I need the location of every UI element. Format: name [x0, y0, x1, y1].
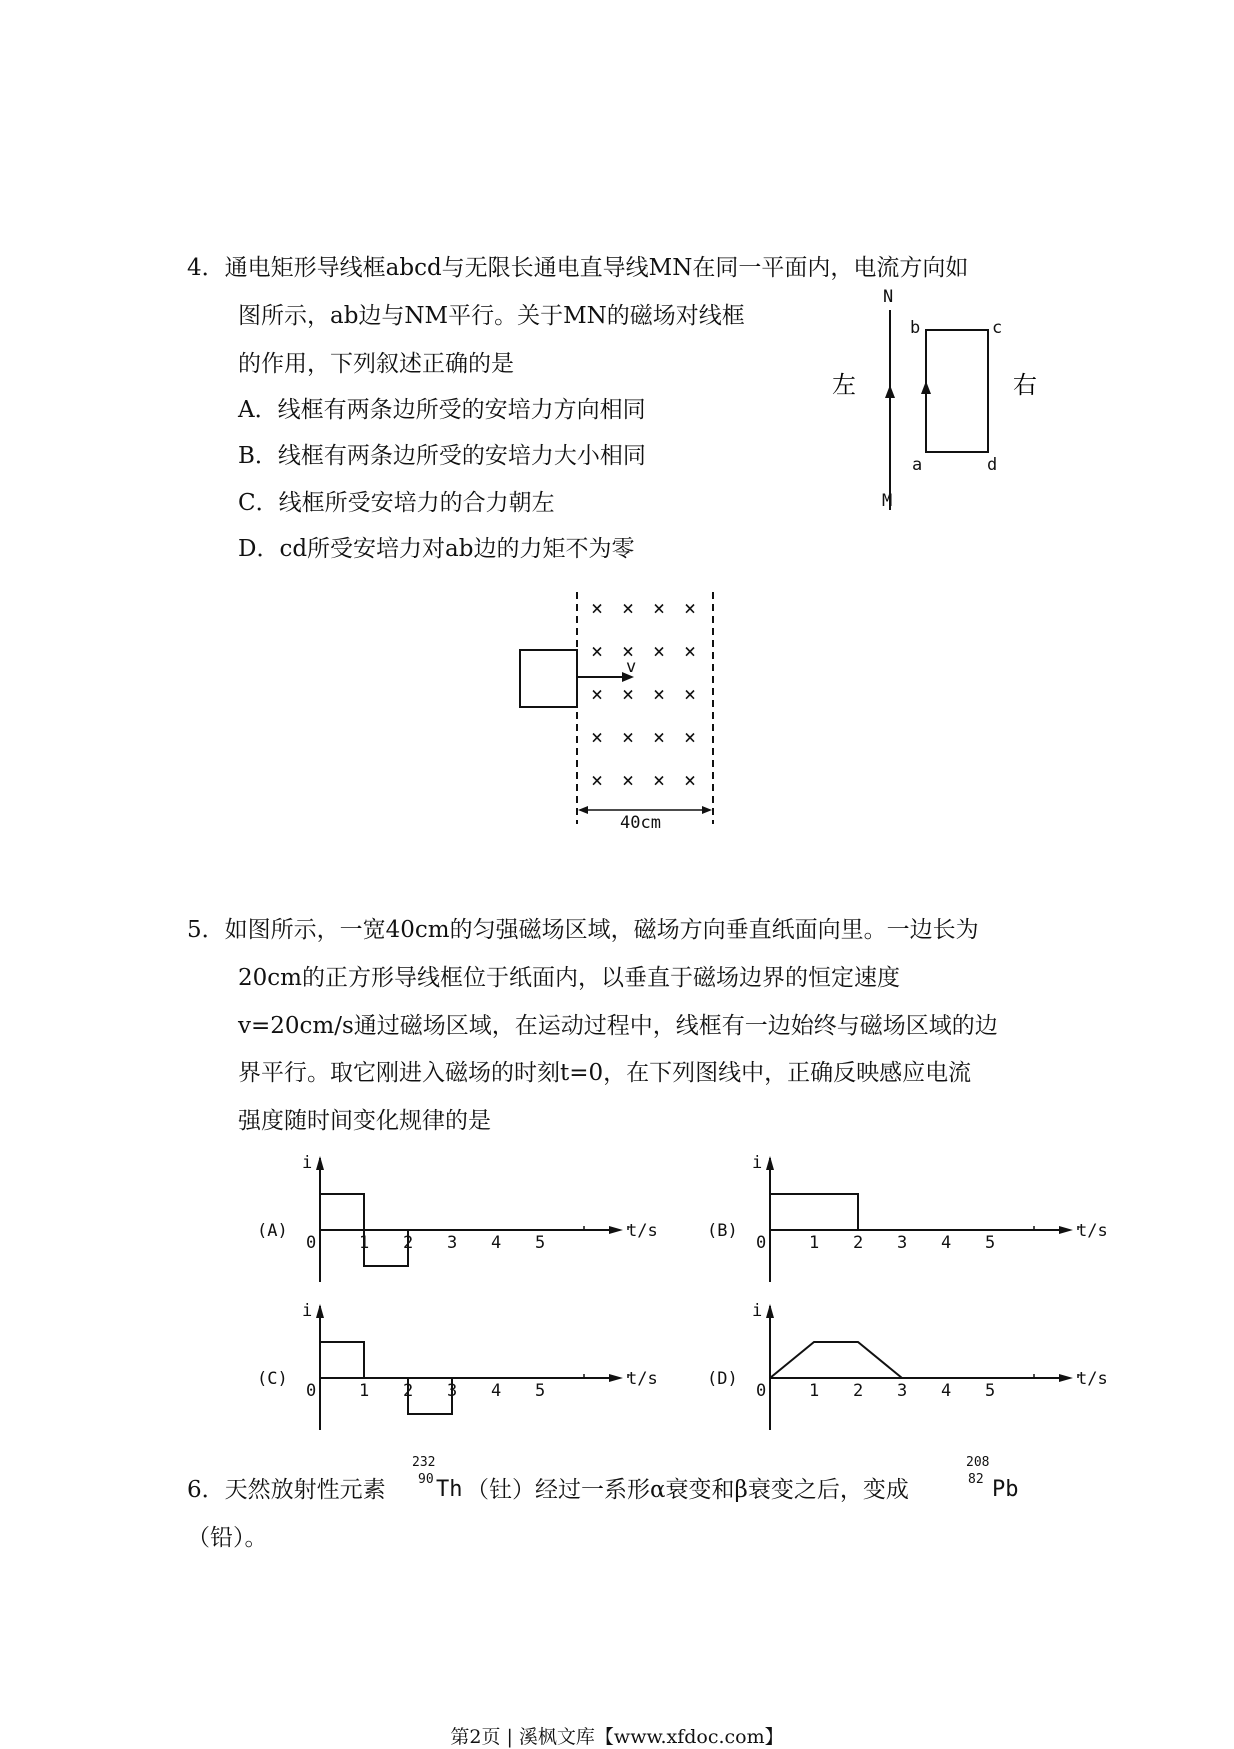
graph-d-tick-label-1: 1 [809, 1381, 820, 1401]
field-mark-r5-c3: × [653, 768, 666, 792]
graph-a-option-label: (A) [257, 1221, 288, 1241]
q5-stem-line5: 强度随时间变化规律的是 [238, 1108, 491, 1134]
pb-symbol: Pb [992, 1477, 1019, 1502]
graph-b-tick-label-4: 4 [941, 1233, 952, 1253]
q4-stem-line1: 4．通电矩形导线框abcd与无限长通电直导线MN在同一平面内，电流方向如 [187, 255, 969, 281]
field-mark-r4-c3: × [653, 725, 666, 749]
graph-c-x-label: t/s [627, 1369, 658, 1389]
th-atomic-number: 90 [418, 1472, 434, 1487]
q4-option-b: B．线框有两条边所受的安培力大小相同 [238, 443, 646, 469]
q6-middle: （钍）经过一系形α衰变和β衰变之后，变成 [466, 1477, 909, 1503]
field-mark-r4-c1: × [591, 725, 604, 749]
field-marks [591, 596, 696, 792]
graph-d-x-label: t/s [1077, 1369, 1108, 1389]
square-frame [520, 650, 577, 707]
field-mark-r5-c4: × [684, 768, 697, 792]
graph-b-current-line [770, 1194, 858, 1230]
graph-b-tick-label-3: 3 [897, 1233, 908, 1253]
page-footer: 第2页 | 溪枫文库【www.xfdoc.com】 [450, 1726, 784, 1748]
graph-d-tick-label-0: 0 [756, 1381, 767, 1401]
graph-d-y-arrowhead [766, 1304, 774, 1318]
label-left: 左 [832, 371, 856, 399]
graph-c-y-arrowhead [316, 1304, 324, 1318]
q4-wire-frame-diagram [820, 280, 1140, 520]
wire-current-arrow [885, 385, 895, 398]
width-arrowhead-left [578, 806, 588, 814]
graph-a-tick-label-3: 3 [447, 1233, 458, 1253]
graph-a-tick-label-4: 4 [491, 1233, 502, 1253]
field-mark-r2-c3: × [653, 639, 666, 663]
q5-stem-line4: 界平行。取它刚进入磁场的时刻t=0，在下列图线中，正确反映感应电流 [238, 1060, 972, 1086]
label-right: 右 [1013, 371, 1037, 399]
th-mass-number: 232 [412, 1455, 436, 1470]
label-c: c [992, 318, 1003, 338]
label-d: d [987, 455, 998, 475]
field-mark-r3-c1: × [591, 682, 604, 706]
field-mark-r1-c2: × [622, 596, 635, 620]
field-mark-r2-c4: × [684, 639, 697, 663]
th-symbol: Th [436, 1477, 463, 1502]
label-b: b [910, 318, 921, 338]
graph-a-tick-label-2: 2 [403, 1233, 414, 1253]
q5-stem-line2: 20cm的正方形导线框位于纸面内，以垂直于磁场边界的恒定速度 [238, 965, 900, 991]
graph-d-current-line [770, 1342, 902, 1378]
graph-d-tick-label-4: 4 [941, 1381, 952, 1401]
graph-c-tick-label-1: 1 [359, 1381, 370, 1401]
field-mark-r4-c2: × [622, 725, 635, 749]
graph-a-y-arrowhead [316, 1156, 324, 1170]
graph-d-y-label: i [752, 1301, 763, 1321]
width-label: 40cm [620, 813, 661, 828]
graph-b [705, 1150, 1125, 1290]
field-mark-r3-c3: × [653, 682, 666, 706]
q4-stem-line2: 图所示，ab边与NM平行。关于MN的磁场对线框 [238, 303, 745, 329]
pb-mass-number: 208 [966, 1455, 990, 1470]
q5-stem-line1: 5．如图所示，一宽40cm的匀强磁场区域，磁场方向垂直纸面向里。一边长为 [187, 917, 979, 943]
graph-a-x-label: t/s [627, 1221, 658, 1241]
graph-c-tick-label-3: 3 [447, 1381, 458, 1401]
q5-field-diagram [510, 588, 730, 828]
graph-b-option-label: (B) [707, 1221, 738, 1241]
graph-c-tick-label-4: 4 [491, 1381, 502, 1401]
q4-stem-line3: 的作用，下列叙述正确的是 [238, 351, 514, 377]
field-mark-r1-c3: × [653, 596, 666, 620]
field-mark-r2-c2: × [622, 639, 635, 663]
graph-a-tick-label-0: 0 [306, 1233, 317, 1253]
graph-d-option-label: (D) [707, 1369, 738, 1389]
graph-c-y-label: i [302, 1301, 313, 1321]
field-mark-r3-c4: × [684, 682, 697, 706]
velocity-label: v [626, 657, 637, 677]
field-mark-r1-c1: × [591, 596, 604, 620]
thorium-nuclide [410, 1455, 463, 1508]
field-mark-r4-c4: × [684, 725, 697, 749]
field-mark-r5-c1: × [591, 768, 604, 792]
graph-b-x-arrowhead [1059, 1226, 1073, 1234]
field-mark-r1-c4: × [684, 596, 697, 620]
graph-c-option-label: (C) [257, 1369, 288, 1389]
q4-option-c: C．线框所受安培力的合力朝左 [238, 490, 555, 516]
q5-stem-line3: v=20cm/s通过磁场区域，在运动过程中，线框有一边始终与磁场区域的边 [238, 1013, 998, 1039]
label-m: M [882, 491, 893, 511]
graph-b-x-label: t/s [1077, 1221, 1108, 1241]
graph-d-x-arrowhead [1059, 1374, 1073, 1382]
label-n: N [883, 287, 894, 307]
q4-option-d: D．cd所受安培力对ab边的力矩不为零 [238, 536, 635, 562]
graph-c-tick-label-0: 0 [306, 1381, 317, 1401]
frame-current-arrow [921, 381, 931, 394]
lead-nuclide [966, 1456, 1026, 1508]
graph-c-x-arrowhead [609, 1374, 623, 1382]
graph-a-tick-label-5: 5 [535, 1233, 546, 1253]
q6-prefix: 6．天然放射性元素 [187, 1477, 386, 1503]
graph-b-tick-label-0: 0 [756, 1233, 767, 1253]
graph-c-tick-label-5: 5 [535, 1381, 546, 1401]
q4-option-a: A．线框有两条边所受的安培力方向相同 [238, 397, 646, 423]
graph-b-y-arrowhead [766, 1156, 774, 1170]
graph-d-tick-label-2: 2 [853, 1381, 864, 1401]
label-a: a [912, 455, 923, 475]
graph-a-x-arrowhead [609, 1226, 623, 1234]
graph-d-tick-label-3: 3 [897, 1381, 908, 1401]
graph-a-y-label: i [302, 1153, 313, 1173]
pb-atomic-number: 82 [968, 1472, 984, 1487]
field-mark-r5-c2: × [622, 768, 635, 792]
graph-b-tick-label-5: 5 [985, 1233, 996, 1253]
graph-c-tick-label-2: 2 [403, 1381, 414, 1401]
graph-c [255, 1298, 675, 1438]
graph-a-tick-label-1: 1 [359, 1233, 370, 1253]
field-mark-r2-c1: × [591, 639, 604, 663]
graph-b-y-label: i [752, 1153, 763, 1173]
graph-a [255, 1150, 675, 1290]
field-mark-r3-c2: × [622, 682, 635, 706]
graph-b-tick-label-1: 1 [809, 1233, 820, 1253]
graph-d [705, 1298, 1125, 1438]
width-arrowhead-right [702, 806, 712, 814]
q6-line2: （铅）。 [187, 1525, 268, 1551]
graph-b-tick-label-2: 2 [853, 1233, 864, 1253]
frame-abcd [926, 330, 988, 452]
graph-d-tick-label-5: 5 [985, 1381, 996, 1401]
